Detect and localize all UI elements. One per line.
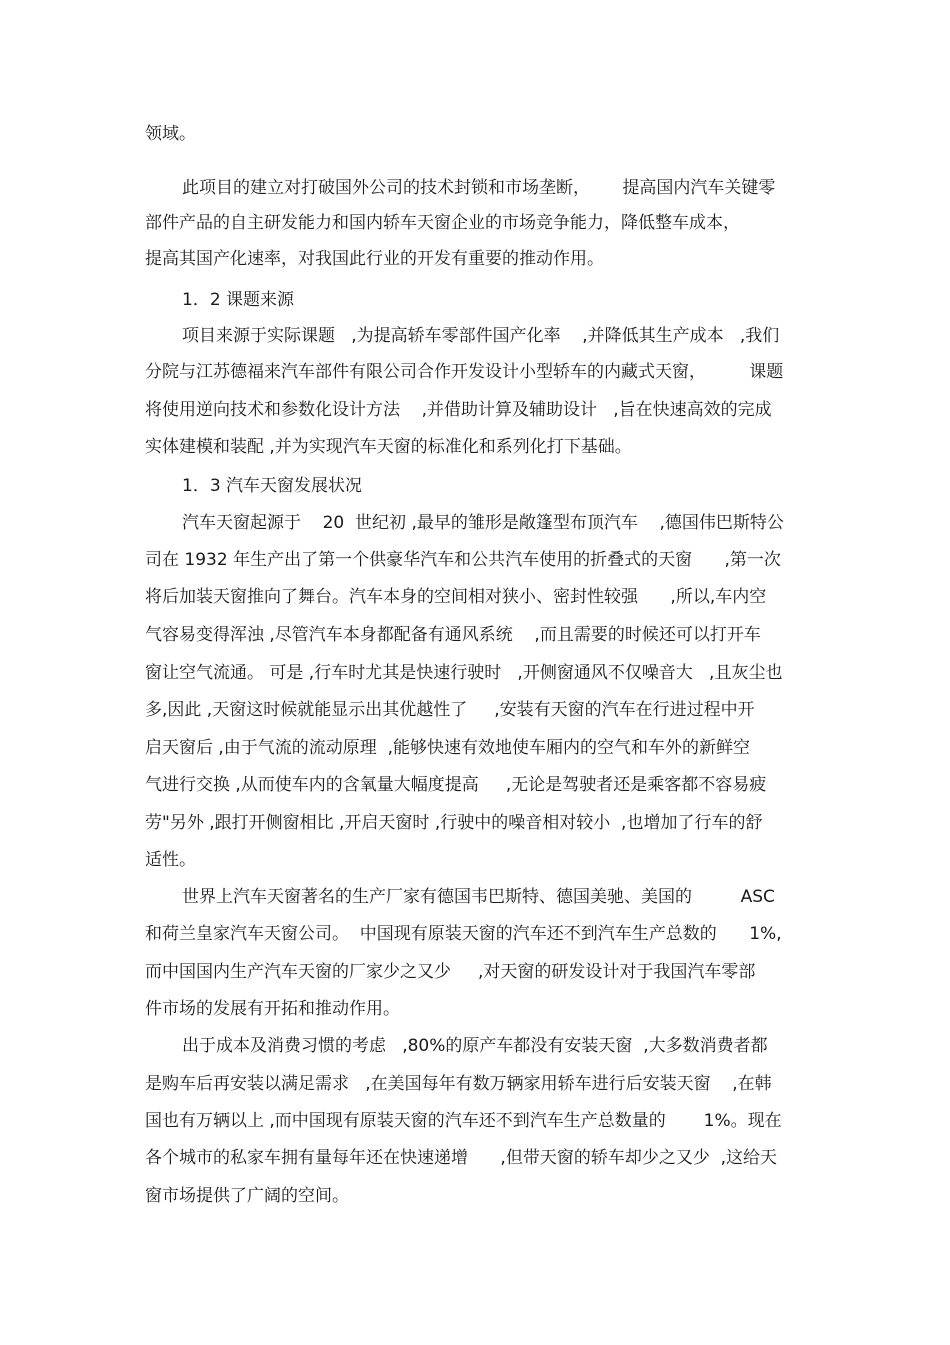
text-line: 实体建模和装配 ,并为实现汽车天窗的标准化和系列化打下基础。 [145, 437, 632, 457]
text-line: 窗让空气流通。 可是 ,行车时尤其是快速行驶时 ,开侧窗通风不仅噪音大 ,且灰尘也 [145, 663, 783, 683]
paragraph-first-line: 项目来源于实际课题 ,为提高轿车零部件国产化率 ,并降低其生产成本 ,我们 [182, 326, 780, 346]
text-line: 国也有万辆以上 ,而中国现有原装天窗的汽车还不到汽车生产总数量的 1%。现在 [145, 1111, 782, 1131]
paragraph-first-line: 出于成本及消费习惯的考虑 ,80%的原产车都没有安装天窗 ,大多数消费者都 [182, 1036, 768, 1056]
text-line: 气容易变得浑浊 ,尽管汽车本身都配备有通风系统 ,而且需要的时候还可以打开车 [145, 625, 761, 645]
text-line: 将使用逆向技术和参数化设计方法 ,并借助计算及辅助设计 ,旨在快速高效的完成 [145, 400, 772, 420]
text-line: 司在 1932 年生产出了第一个供豪华汽车和公共汽车使用的折叠式的天窗 ,第一次 [145, 550, 781, 570]
section-heading: 1．3 汽车天窗发展状况 [182, 476, 363, 496]
text-line: 启天窗后 ,由于气流的流动原理 ,能够快速有效地使车厢内的空气和车外的新鲜空 [145, 738, 751, 758]
text-line: 部件产品的自主研发能力和国内轿车天窗企业的市场竞争能力，降低整车成本， [145, 213, 740, 233]
paragraph-first-line: 世界上汽车天窗著名的生产厂家有德国韦巴斯特、德国美驰、美国的 ASC [182, 887, 775, 907]
text-line: 分院与江苏德福来汽车部件有限公司合作开发设计小型轿车的内藏式天窗， 课题 [145, 362, 784, 382]
text-line: 件市场的发展有开拓和推动作用。 [145, 999, 400, 1019]
text-line: 各个城市的私家车拥有量每年还在快速递增 ,但带天窗的轿车却少之又少 ,这给天 [145, 1148, 778, 1168]
paragraph-first-line: 此项目的建立对打破国外公司的技术封锁和市场垄断， 提高国内汽车关键零 [182, 178, 776, 198]
text-line: 将后加装天窗推向了舞台。汽车本身的空间相对狭小、密封性较强 ,所以,车内空 [145, 587, 767, 607]
text-line: 气进行交换 ,从而使车内的含氧量大幅度提高 ,无论是驾驶者还是乘客都不容易疲 [145, 775, 767, 795]
text-line: 而中国国内生产汽车天窗的厂家少之又少 ,对天窗的研发设计对于我国汽车零部 [145, 962, 756, 982]
paragraph-first-line: 汽车天窗起源于 20 世纪初 ,最早的雏形是敞篷型布顶汽车 ,德国伟巴斯特公 [182, 513, 784, 533]
text-line: 窗市场提供了广阔的空间。 [145, 1186, 349, 1206]
section-heading: 1．2 课题来源 [182, 290, 295, 310]
text-line: 领域。 [145, 124, 196, 144]
text-line: 劳"另外 ,跟打开侧窗相比 ,开启天窗时 ,行驶中的噪音相对较小 ,也增加了行车的舒 [145, 813, 763, 833]
text-line: 适性。 [145, 850, 196, 870]
text-line: 多,因此 ,天窗这时候就能显示出其优越性了 ,安装有天窗的汽车在行进过程中开 [145, 700, 755, 720]
text-line: 是购车后再安装以满足需求 ,在美国每年有数万辆家用轿车进行后安装天窗 ,在韩 [145, 1074, 772, 1094]
text-line: 和荷兰皇家汽车天窗公司。 中国现有原装天窗的汽车还不到汽车生产总数的 1%, [145, 924, 782, 944]
text-line: 提高其国产化速率，对我国此行业的开发有重要的推动作用。 [145, 249, 604, 269]
